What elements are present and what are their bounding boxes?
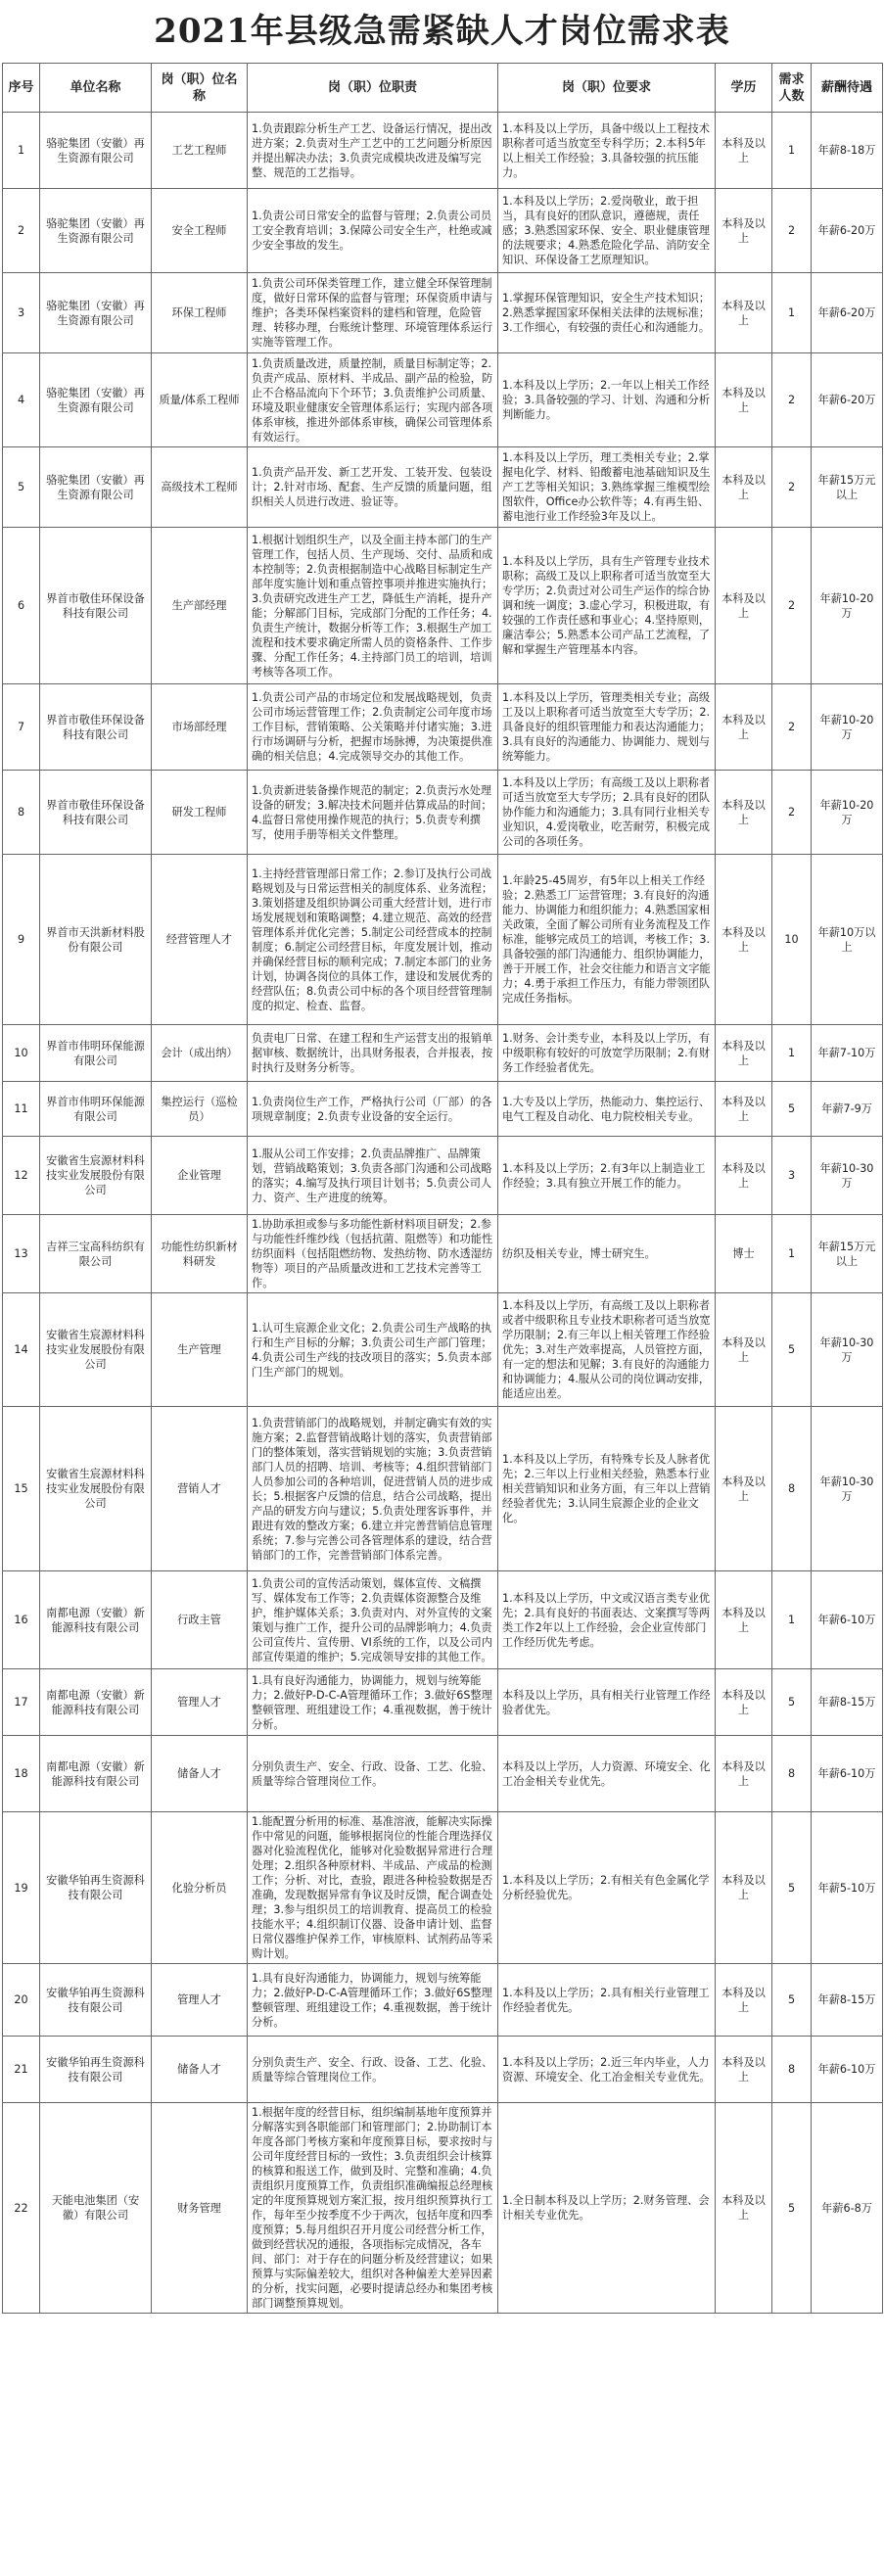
table-row <box>3 855 883 1025</box>
headcount-cell: 2 <box>772 353 812 447</box>
post-duty-cell: 1.负责跟踪分析生产工艺、设备运行情况，提出改进方案；2.负责对生产工艺中的工艺问题分析原因并提出解决办法；3.负责完成模块改进及编写完整、规范的工艺指导。 <box>248 113 498 189</box>
post-requirement-cell: 1.本科及以上学历，具备中级以上工程技术职称者可适当放宽至专科学历；2.本科5年以上相关工作经验；3.具备较强的抗压能力。 <box>498 113 716 189</box>
post-duty-cell: 1.负责新进装备操作规范的制定；2.负责污水处理设备的研发；3.解决技术问题并估算成品的时间；4.监督日常使用操作规范的执行；5.负责专利撰写，使用手册等相关文件整理。 <box>248 771 498 855</box>
unit-name-cell: 骆驼集团（安徽）再生资源有限公司 <box>40 273 152 353</box>
post-requirement-cell: 1.财务、会计类专业，本科及以上学历，有中级职称有较好的可放宽学历限制；2.有财务工作经验者优先。 <box>498 1025 716 1082</box>
post-requirement-cell: 1.本科及以上学历，有特殊专长及人脉者优先；2.三年以上行业相关经验，熟悉本行业相关营销知识和业务方面，有三年以上营销经验者优先；3.认同生宸源企业的企业文化。 <box>498 1407 716 1571</box>
unit-name-cell: 界首市伟明环保能源有限公司 <box>40 1025 152 1082</box>
unit-name-cell: 界首市敬佳环保设备科技有限公司 <box>40 528 152 684</box>
post-duty-cell: 1.负责公司环保类管理工作，建立健全环保管理制度，做好日常环保的监督与管理；环保资质申请与维护；各类环保档案资料的建档和管理，危险管理、转移办理，台账统计整理、环境管理体系运行实施等管理工作。 <box>248 273 498 353</box>
post-name-cell: 工艺工程师 <box>152 113 248 189</box>
post-name-cell: 生产部经理 <box>152 528 248 684</box>
row-number-cell: 19 <box>3 1812 40 1964</box>
header-req: 岗（职）位要求 <box>498 64 716 113</box>
unit-name-cell: 界首市敬佳环保设备科技有限公司 <box>40 684 152 771</box>
table-row <box>3 1293 883 1407</box>
education-cell: 本科及以上 <box>716 684 772 771</box>
headcount-cell: 3 <box>772 1137 812 1215</box>
post-duty-cell: 1.负责岗位生产工作，严格执行公司（厂部）的各项规章制度；2.负责专业设备的安全运行。 <box>248 1082 498 1137</box>
row-number-cell: 22 <box>3 2103 40 2314</box>
table-row <box>3 1137 883 1215</box>
salary-cell: 年薪7-9万 <box>812 1082 883 1137</box>
row-number-cell: 14 <box>3 1293 40 1407</box>
row-number-cell: 10 <box>3 1025 40 1082</box>
unit-name-cell: 南都电源（安徽）新能源科技有限公司 <box>40 1669 152 1736</box>
header-edu: 学历 <box>716 64 772 113</box>
salary-cell: 年薪15万元以上 <box>812 447 883 528</box>
post-duty-cell: 1.负责产品开发、新工艺开发、工装开发、包装设计；2.针对市场、配套、生产反馈的质量问题，组织相关人员进行改进、验证等。 <box>248 447 498 528</box>
education-cell: 本科及以上 <box>716 2103 772 2314</box>
unit-name-cell: 骆驼集团（安徽）再生资源有限公司 <box>40 447 152 528</box>
education-cell: 本科及以上 <box>716 189 772 273</box>
table-body <box>3 113 883 2314</box>
post-duty-cell: 1.具有良好沟通能力，协调能力，规划与统筹能力；2.做好P-D-C-A管理循环工作；3.做好6S整理整顿管理、班组建设工作；4.重视数据，善于统计分析。 <box>248 1669 498 1736</box>
post-requirement-cell: 1.年龄25-45周岁，有5年以上相关工作经验；2.熟悉工厂运营管理；3.有良好的沟通能力、协调能力和组织能力；4.熟悉国家相关政策，全面了解公司所有业务流程及工作标准，能够完成员工的培训，考核工作；3.具备较强的部门沟通能力、组织协调能力，善于开展工作，社会交往能力和语言文字能力；4.勇于承担工作压力，有能力带领团队完成任务指标。 <box>498 855 716 1025</box>
unit-name-cell: 南都电源（安徽）新能源科技有限公司 <box>40 1736 152 1812</box>
unit-name-cell: 骆驼集团（安徽）再生资源有限公司 <box>40 353 152 447</box>
unit-name-cell: 骆驼集团（安徽）再生资源有限公司 <box>40 189 152 273</box>
post-duty-cell: 1.负责公司日常安全的监督与管理；2.负责公司员工安全教育培训；3.保障公司安全生产，杜绝或减少安全事故的发生。 <box>248 189 498 273</box>
table-row <box>3 1669 883 1736</box>
post-requirement-cell: 本科及以上学历，人力资源、环境安全、化工冶金相关专业优先。 <box>498 1736 716 1812</box>
row-number-cell: 9 <box>3 855 40 1025</box>
post-duty-cell: 负责电厂日常、在建工程和生产运营支出的报销单据审核、数据统计，出具财务报表，合并报表，按时执行及财务分析等。 <box>248 1025 498 1082</box>
post-requirement-cell: 1.本科及以上学历，管理类相关专业；高级工及以上职称者可适当放宽至大专学历；2.具备良好的组织管理能力和表达沟通能力；3.具有良好的沟通能力、协调能力、规划与统筹能力。 <box>498 684 716 771</box>
table-row <box>3 1082 883 1137</box>
row-number-cell: 6 <box>3 528 40 684</box>
post-requirement-cell: 1.全日制本科及以上学历；2.财务管理、会计相关专业优先。 <box>498 2103 716 2314</box>
education-cell: 本科及以上 <box>716 273 772 353</box>
education-cell: 本科及以上 <box>716 1137 772 1215</box>
post-requirement-cell: 1.本科及以上学历；2.近三年内毕业，人力资源、环境安全、化工冶金相关专业优先。 <box>498 2037 716 2103</box>
post-requirement-cell: 1.本科及以上学历；2.一年以上相关工作经验；3.具备较强的学习、计划、沟通和分析判断能力。 <box>498 353 716 447</box>
table-row <box>3 2103 883 2314</box>
post-requirement-cell: 1.本科及以上学历；有高级工及以上职称者可适当放宽至大专学历；2.具有良好的团队协作能力和沟通能力；3.具有同行业相关专业知识，4.爱岗敬业，吃苦耐劳，积极完成公司的各项任务。 <box>498 771 716 855</box>
header-num: 需求人数 <box>772 64 812 113</box>
header-unit: 单位名称 <box>40 64 152 113</box>
header-duty: 岗（职）位职责 <box>248 64 498 113</box>
education-cell: 本科及以上 <box>716 771 772 855</box>
post-name-cell: 市场部经理 <box>152 684 248 771</box>
unit-name-cell: 界首市伟明环保能源有限公司 <box>40 1082 152 1137</box>
salary-cell: 年薪5-10万 <box>812 1812 883 1964</box>
post-duty-cell: 1.负责公司产品的市场定位和发展战略规划，负责公司市场运营管理工作；2.负责制定公司年度市场工作目标，营销策略、公关策略并付诸实施；3.进行市场调研与分析，把握市场脉搏，为决策提供准确的相关信息；4.完成领导交办的其他工作。 <box>248 684 498 771</box>
salary-cell: 年薪6-20万 <box>812 273 883 353</box>
headcount-cell: 1 <box>772 1215 812 1293</box>
post-name-cell: 生产管理 <box>152 1293 248 1407</box>
row-number-cell: 21 <box>3 2037 40 2103</box>
post-duty-cell: 1.根据年度的经营目标，组织编制基地年度预算并分解落实到各职能部门和管理部门；2.协助制订本年度各部门考核方案和年度预算目标，要求按时与公司年度经营目标的一致性；3.负责组织会计核算的核算和报送工作，做到及时、完整和准确；4.负责组织月度预算工作，负责组织准确编报总经理核定的年度预算规划方案汇报，按月组织预算执行工作，每年至少按季度不少于两次，包括年度和四季度预算；5.每月组织召开月度公司经营分析工作，做到经营状况的通报，各项指标完成情况，各车间、部门：对于存在的问题分析及经营建议；如果预算与实际偏差较大，组织对各种偏差大差异因素的分析，找实问题，必要时提请总经办和集团考核部门调整预算规划。 <box>248 2103 498 2314</box>
post-name-cell: 企业管理 <box>152 1137 248 1215</box>
post-requirement-cell: 1.本科及以上学历，具有生产管理专业技术职称；高级工及以上职称者可适当放宽至大专学历；2.负责过对公司生产运作的综合协调和统一调度；3.虚心学习，积极进取，有较强的工作责任感和事业心；4.坚持原则，廉洁奉公；5.熟悉本公司产品工艺流程，了解和掌握生产管理基本内容。 <box>498 528 716 684</box>
post-name-cell: 管理人才 <box>152 1964 248 2037</box>
row-number-cell: 3 <box>3 273 40 353</box>
table-row <box>3 528 883 684</box>
post-duty-cell: 1.能配置分析用的标准、基准溶液，能解决实际操作中常见的问题，能够根据岗位的性能合理选择仪器对化验流程优化，能够对化验数据异常进行合理处理；2.组织各种原材料、半成品、产成品的检测工作；分析、对比，查验，跟进各种检验数据是否准确，发现数据异常有争议及时反馈，配合调查处理；3.参与组织员工的培训教育、提高员工的检验技能水平；4.组织制订仪器、设备申请计划、监督日常仪器维护保养工作，审核原料、试剂药品等采购计划。 <box>248 1812 498 1964</box>
education-cell: 本科及以上 <box>716 1082 772 1137</box>
row-number-cell: 12 <box>3 1137 40 1215</box>
salary-cell: 年薪10-30万 <box>812 1293 883 1407</box>
salary-cell: 年薪6-10万 <box>812 1571 883 1669</box>
row-number-cell: 15 <box>3 1407 40 1571</box>
salary-cell: 年薪6-20万 <box>812 189 883 273</box>
post-duty-cell: 1.服从公司工作安排；2.负责品牌推广、品牌策划，营销战略策划；3.负责各部门沟通和公司战略的落实；4.编写及执行项目计划书；5.负责公司人力、资产、生产进度的统筹。 <box>248 1137 498 1215</box>
row-number-cell: 8 <box>3 771 40 855</box>
row-number-cell: 13 <box>3 1215 40 1293</box>
page-title: 2021年县级急需紧缺人才岗位需求表 <box>154 12 730 51</box>
headcount-cell: 1 <box>772 1025 812 1082</box>
table-row <box>3 189 883 273</box>
table-row <box>3 447 883 528</box>
post-requirement-cell: 1.本科及以上学历；2.有相关有色金属化学分析经验优先。 <box>498 1812 716 1964</box>
education-cell: 博士 <box>716 1215 772 1293</box>
salary-cell: 年薪6-10万 <box>812 2037 883 2103</box>
header-pay: 薪酬待遇 <box>812 64 883 113</box>
row-number-cell: 5 <box>3 447 40 528</box>
headcount-cell: 1 <box>772 273 812 353</box>
headcount-cell: 2 <box>772 528 812 684</box>
unit-name-cell: 安徽省生宸源材料科技实业发展股份有限公司 <box>40 1407 152 1571</box>
post-requirement-cell: 纺织及相关专业，博士研究生。 <box>498 1215 716 1293</box>
unit-name-cell: 吉祥三宝高科纺织有限公司 <box>40 1215 152 1293</box>
post-name-cell: 研发工程师 <box>152 771 248 855</box>
salary-cell: 年薪10-20万 <box>812 684 883 771</box>
post-requirement-cell: 1.本科及以上学历，中文或汉语言类专业优先；2.具有良好的书面表达、文案撰写等两类工作2年以上工作经验，会企业宣传部门工作经历优先考虑。 <box>498 1571 716 1669</box>
salary-cell: 年薪10-30万 <box>812 1137 883 1215</box>
post-requirement-cell: 1.本科及以上学历；2.爱岗敬业，敢于担当，具有良好的团队意识，遵德规，责任感；3.熟悉国家环保、安全、职业健康管理的法规要求；4.熟悉危险化学品、消防安全知识、环保设备工艺原理知识。 <box>498 189 716 273</box>
post-name-cell: 管理人才 <box>152 1669 248 1736</box>
education-cell: 本科及以上 <box>716 1293 772 1407</box>
table-row <box>3 1964 883 2037</box>
row-number-cell: 18 <box>3 1736 40 1812</box>
post-name-cell: 会计（成出纳） <box>152 1025 248 1082</box>
post-name-cell: 财务管理 <box>152 2103 248 2314</box>
education-cell: 本科及以上 <box>716 1025 772 1082</box>
headcount-cell: 8 <box>772 1736 812 1812</box>
headcount-cell: 2 <box>772 684 812 771</box>
row-number-cell: 7 <box>3 684 40 771</box>
post-duty-cell: 分别负责生产、安全、行政、设备、工艺、化验、质量等综合管理岗位工作。 <box>248 1736 498 1812</box>
post-name-cell: 安全工程师 <box>152 189 248 273</box>
post-requirement-cell: 1.本科及以上学历，理工类相关专业；2.掌握电化学、材料、铅酸蓄电池基础知识及生产工艺等相关知识；3.熟练掌握三维模型绘图软件，Office办公软件等；4.有再生铅、蓄电池行业工作经验3年及以上。 <box>498 447 716 528</box>
post-name-cell: 集控运行（巡检员） <box>152 1082 248 1137</box>
salary-cell: 年薪7-10万 <box>812 1025 883 1082</box>
education-cell: 本科及以上 <box>716 1964 772 2037</box>
post-name-cell: 营销人才 <box>152 1407 248 1571</box>
unit-name-cell: 天能电池集团（安徽）有限公司 <box>40 2103 152 2314</box>
unit-name-cell: 安徽省生宸源材料科技实业发展股份有限公司 <box>40 1293 152 1407</box>
table-row <box>3 1571 883 1669</box>
table-row <box>3 353 883 447</box>
headcount-cell: 5 <box>772 1812 812 1964</box>
post-name-cell: 行政主管 <box>152 1571 248 1669</box>
headcount-cell: 2 <box>772 447 812 528</box>
table-row <box>3 771 883 855</box>
post-name-cell: 储备人才 <box>152 2037 248 2103</box>
unit-name-cell: 界首市敬佳环保设备科技有限公司 <box>40 771 152 855</box>
unit-name-cell: 安徽华铂再生资源科技有限公司 <box>40 1812 152 1964</box>
table-row <box>3 1812 883 1964</box>
headcount-cell: 2 <box>772 771 812 855</box>
salary-cell: 年薪8-15万 <box>812 1964 883 2037</box>
salary-cell: 年薪10-20万 <box>812 771 883 855</box>
row-number-cell: 11 <box>3 1082 40 1137</box>
post-name-cell: 化验分析员 <box>152 1812 248 1964</box>
header-no: 序号 <box>3 64 40 113</box>
post-duty-cell: 1.根据计划组织生产，以及全面主持本部门的生产管理工作，包括人员、生产现场、交付、品质和成本控制等；2.负责根据制造中心战略目标制定生产部年度实施计划和重点管控事项并推进实施执行；3.负责研究改进生产工艺，降低生产消耗，提升产能；分解部门目标，完成部门分配的工作任务；4.负责生产统计，数据分析等工作；3.根据生产加工流程和技术要求确定所需人员的资格条件、工作步骤、分配工作任务；4.主持部门员工的培训，培训考核等各项工作。 <box>248 528 498 684</box>
header-post: 岗（职）位名称 <box>152 64 248 113</box>
education-cell: 本科及以上 <box>716 2037 772 2103</box>
post-name-cell: 储备人才 <box>152 1736 248 1812</box>
salary-cell: 年薪8-18万 <box>812 113 883 189</box>
salary-cell: 年薪10万以上 <box>812 855 883 1025</box>
post-requirement-cell: 1.本科及以上学历，有高级工及以上职称者或者中级职称且专业技术职称者可适当放宽学历限制；2.有三年以上相关管理工作经验优先；3.对生产效率提高，人员管控方面，有一定的想法和见解；3.有良好的沟通能力和协调能力；4.服从公司的岗位调动安排，能适应出差。 <box>498 1293 716 1407</box>
headcount-cell: 5 <box>772 1669 812 1736</box>
salary-cell: 年薪10-30万 <box>812 1407 883 1571</box>
education-cell: 本科及以上 <box>716 1407 772 1571</box>
table-row <box>3 684 883 771</box>
row-number-cell: 17 <box>3 1669 40 1736</box>
post-name-cell: 质量/体系工程师 <box>152 353 248 447</box>
post-duty-cell: 分别负责生产、安全、行政、设备、工艺、化验、质量等综合管理岗位工作。 <box>248 2037 498 2103</box>
row-number-cell: 20 <box>3 1964 40 2037</box>
post-name-cell: 环保工程师 <box>152 273 248 353</box>
row-number-cell: 2 <box>3 189 40 273</box>
headcount-cell: 5 <box>772 1082 812 1137</box>
headcount-cell: 1 <box>772 1571 812 1669</box>
education-cell: 本科及以上 <box>716 855 772 1025</box>
education-cell: 本科及以上 <box>716 447 772 528</box>
post-name-cell: 高级技术工程师 <box>152 447 248 528</box>
education-cell: 本科及以上 <box>716 1669 772 1736</box>
headcount-cell: 8 <box>772 2037 812 2103</box>
education-cell: 本科及以上 <box>716 528 772 684</box>
post-duty-cell: 1.认可生宸源企业文化；2.负责公司生产战略的执行和生产目标的分解；3.负责公司生产部门管理；4.负责公司生产线的技改项目的落实；5.负责本部门生产部门的规划。 <box>248 1293 498 1407</box>
table-row <box>3 1407 883 1571</box>
post-duty-cell: 1.主持经营管理部日常工作；2.参订及执行公司战略规划及与日常运营相关的制度体系、业务流程；3.策划搭建及组织协调公司重大经营计划，进行市场发展规划和策略调整；4.建立规范、高效的经营管理体系并优化完善；5.制定公司经营成本的控制制度；6.制定公司经营目标，年度发展计划，推动并确保经营目标的顺利完成；7.制定本部门的业务计划，协调各岗位的具体工作，建设和发展优秀的经营队伍；8.负责公司中标的各个项目经营管理制度的拟定、检查、监督。 <box>248 855 498 1025</box>
table-row <box>3 273 883 353</box>
table-row <box>3 2037 883 2103</box>
salary-cell: 年薪15万元以上 <box>812 1215 883 1293</box>
headcount-cell: 5 <box>772 2103 812 2314</box>
salary-cell: 年薪6-8万 <box>812 2103 883 2314</box>
table-row <box>3 1215 883 1293</box>
post-requirement-cell: 1.本科及以上学历；2.具有相关行业管理工作经验者优先。 <box>498 1964 716 2037</box>
salary-cell: 年薪10-20万 <box>812 528 883 684</box>
headcount-cell: 5 <box>772 1293 812 1407</box>
unit-name-cell: 安徽华铂再生资源科技有限公司 <box>40 1964 152 2037</box>
headcount-cell: 10 <box>772 855 812 1025</box>
row-number-cell: 1 <box>3 113 40 189</box>
table-header-row <box>3 64 883 113</box>
education-cell: 本科及以上 <box>716 1812 772 1964</box>
table-row <box>3 1025 883 1082</box>
post-duty-cell: 1.负责公司的宣传活动策划，媒体宣传、文稿撰写、媒体发布工作等；2.负责媒体资源整合及维护，维护媒体关系；3.负责对内、对外宣传的文案策划与推广工作，提升公司的品牌影响力；4.负责公司宣传片、宣传册、VI系统的工作，以及公司内部宣传渠道的维护；5.完成领导安排的其他工作。 <box>248 1571 498 1669</box>
post-requirement-cell: 1.大专及以上学历，热能动力、集控运行、电气工程及自动化、电力院校相关专业。 <box>498 1082 716 1137</box>
unit-name-cell: 界首市天洪新材料股份有限公司 <box>40 855 152 1025</box>
row-number-cell: 4 <box>3 353 40 447</box>
unit-name-cell: 骆驼集团（安徽）再生资源有限公司 <box>40 113 152 189</box>
salary-cell: 年薪6-20万 <box>812 353 883 447</box>
headcount-cell: 5 <box>772 1964 812 2037</box>
education-cell: 本科及以上 <box>716 1571 772 1669</box>
education-cell: 本科及以上 <box>716 113 772 189</box>
headcount-cell: 8 <box>772 1407 812 1571</box>
post-name-cell: 功能性纺织新材料研发 <box>152 1215 248 1293</box>
post-name-cell: 经营管理人才 <box>152 855 248 1025</box>
post-duty-cell: 1.负责营销部门的战略规划，并制定确实有效的实施方案；2.监督营销战略计划的落实，负责营销部门的整体策划，落实营销规划的实施；3.负责营销部门人员的招聘、培训、考核等；4.组织营销部门人员参加公司的各种培训，促进营销人员的进步成长；5.根据客户反馈的信息，结合公司战略，提出产品的研发方向与建议；5.负责处理客诉事件，并跟进有效的整改方案；6.建立并完善营销信息管理系统；7.参与完善公司各管理体系的建设，结合营销部门的工作，完善营销部门体系完善。 <box>248 1407 498 1571</box>
unit-name-cell: 安徽省生宸源材料科技实业发展股份有限公司 <box>40 1137 152 1215</box>
headcount-cell: 1 <box>772 113 812 189</box>
row-number-cell: 16 <box>3 1571 40 1669</box>
salary-cell: 年薪6-10万 <box>812 1736 883 1812</box>
post-duty-cell: 1.具有良好沟通能力，协调能力，规划与统筹能力；2.做好P-D-C-A管理循环工作；3.做好6S整理整顿管理、班组建设工作；4.重视数据，善于统计分析。 <box>248 1964 498 2037</box>
post-requirement-cell: 1.掌握环保管理知识，安全生产技术知识；2.熟悉掌握国家环保相关法律的法规标准；3.工作细心，有较强的责任心和沟通能力。 <box>498 273 716 353</box>
post-requirement-cell: 1.本科及以上学历；2.有3年以上制造业工作经验；3.具有独立开展工作的能力。 <box>498 1137 716 1215</box>
post-duty-cell: 1.协助承担或参与多功能性新材料项目研发；2.参与功能性纤维纱线（包括抗菌、阻燃等）和功能性纺织面料（包括阻燃纺物、发热纺物、防水透湿纺物等）项目的产品质量改进和工艺技术完善等工作。 <box>248 1215 498 1293</box>
salary-cell: 年薪8-15万 <box>812 1669 883 1736</box>
post-requirement-cell: 本科及以上学历，具有相关行业管理工作经验者优先。 <box>498 1669 716 1736</box>
post-duty-cell: 1.负责质量改进，质量控制，质量目标制定等；2.负责产成品、原材料、半成品、副产品的检验，防止不合格品流向下个环节；3.负责维护公司质量、环境及职业健康安全管理体系运行；实现内部各项体系审核，推进外部体系审核，确保公司管理体系有效运行。 <box>248 353 498 447</box>
education-cell: 本科及以上 <box>716 353 772 447</box>
job-demand-table <box>2 63 883 2314</box>
unit-name-cell: 南都电源（安徽）新能源科技有限公司 <box>40 1571 152 1669</box>
headcount-cell: 2 <box>772 189 812 273</box>
table-row <box>3 113 883 189</box>
education-cell: 本科及以上 <box>716 1736 772 1812</box>
table-row <box>3 1736 883 1812</box>
unit-name-cell: 安徽华铂再生资源科技有限公司 <box>40 2037 152 2103</box>
